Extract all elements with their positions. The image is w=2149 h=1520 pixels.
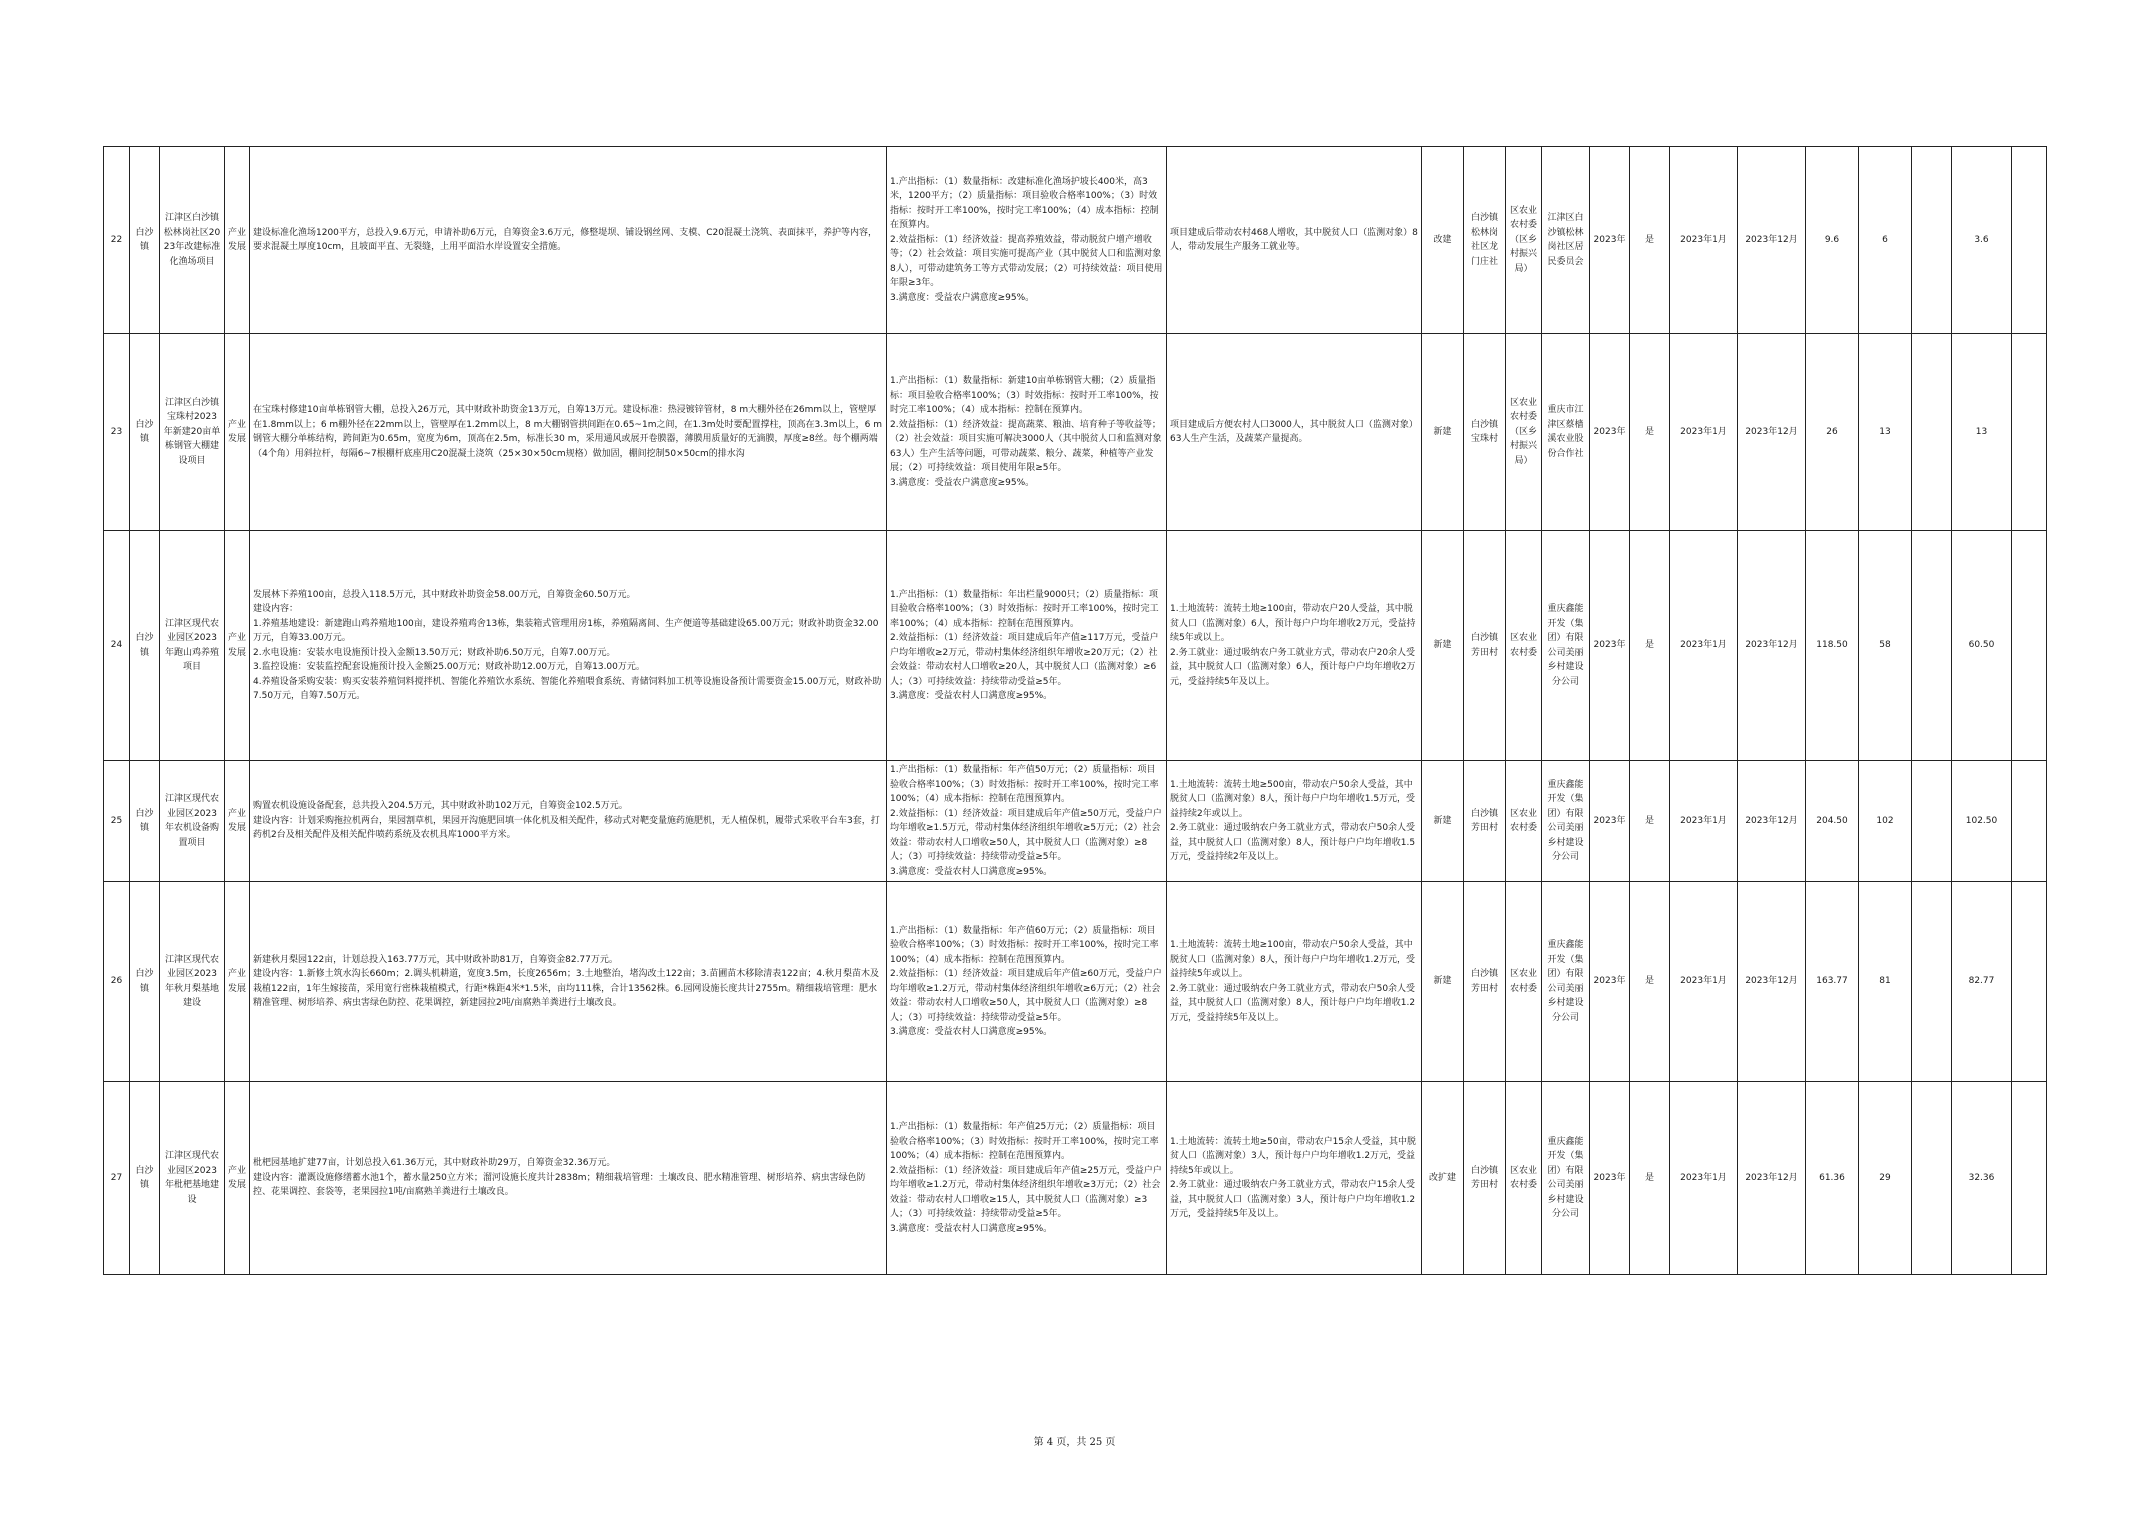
build-type-cell: 改建 bbox=[1422, 147, 1464, 334]
benefit-mechanism-cell: 1.土地流转：流转土地≥50亩，带动农户15余人受益，其中脱贫人口（监测对象）3人，预计每户户均年增收1.2万元，受益持续5年或以上。 2.务工就业：通过吸纳农户务工就业方式，带动农户15余人受益，其中脱贫人口（监测对象）3人，预计每户户均年增收1.2万元，受益持续5年及以上。 bbox=[1167, 1082, 1422, 1275]
year-cell: 2023年 bbox=[1590, 882, 1630, 1082]
flag-cell: 是 bbox=[1630, 334, 1670, 531]
performance-indicators-cell: 1.产出指标：（1）数量指标：年产值25万元；（2）质量指标：项目验收合格率100%；（3）时效指标：按时开工率100%，按时完工率100%；（4）成本指标：控制在范围预算内。 2.效益指标：（1）经济效益：项目建成后年产值≥25万元，受益户户均年增收≥1.2万元，带动村集体经济组织年增收≥3万元；（2）社会效益：带动农村人口增收≥15人，其中脱贫人口（监测对象）≥3人；（3）可持续效益：持续带动受益≥5年。 3.满意度：受益农村人口满意度≥95%。 bbox=[887, 1082, 1167, 1275]
row-number: 24 bbox=[104, 531, 130, 761]
self-raised-funds-cell: 82.77 bbox=[1952, 882, 2012, 1082]
table-row bbox=[104, 531, 2047, 761]
page-footer: 第 4 页，共 25 页 bbox=[1033, 1437, 1116, 1448]
implementing-unit-cell: 重庆鑫能开发（集团）有限公司美丽乡村建设分公司 bbox=[1542, 1082, 1590, 1275]
fiscal-funds-cell: 6 bbox=[1859, 147, 1912, 334]
benefit-mechanism-cell: 1.土地流转：流转土地≥500亩，带动农户50余人受益，其中脱贫人口（监测对象）8人，预计每户户均年增收1.5万元，受益持续2年或以上。 2.务工就业：通过吸纳农户务工就业方式，带动农户50余人受益，其中脱贫人口（监测对象）8人，预计每户户均年增收1.5万元，受益持续2年及以上。 bbox=[1167, 761, 1422, 882]
benefit-mechanism-cell: 项目建成后带动农村468人增收，其中脱贫人口（监测对象）8人，带动发展生产服务工就业等。 bbox=[1167, 147, 1422, 334]
construction-content-cell: 发展林下养殖100亩，总投入118.5万元，其中财政补助资金58.00万元，自筹资金60.50万元。 建设内容： 1.养殖基地建设：新建跑山鸡养殖地100亩，建设养殖鸡舍13栋，集装箱式管理用房1栋，养殖隔离间、生产便道等基础建设65.00万元；财政补助资金32.00万元，自筹33.00万元。 2.水电设施：安装水电设施预计投入金额13.50万元；财政补助6.50万元，自筹7.00万元。 3.监控设施：安装监控配套设施预计投入金额25.00万元；财政补助12.00万元，自筹13.00万元。 4.养殖设备采购安装：购买安装养殖饲料搅拌机、智能化养殖饮水系统、智能化养殖喂食系统、青储饲料加工机等设施设备预计需要资金15.00万元，财政补助7.50万元，自筹7.50万元。 bbox=[250, 531, 887, 761]
build-type-cell: 改扩建 bbox=[1422, 1082, 1464, 1275]
remark-cell bbox=[2012, 531, 2047, 761]
total-investment-cell: 26 bbox=[1806, 334, 1859, 531]
implementing-unit-cell: 重庆鑫能开发（集团）有限公司美丽乡村建设分公司 bbox=[1542, 531, 1590, 761]
location-cell: 白沙镇芳田村 bbox=[1464, 531, 1506, 761]
self-raised-funds-cell: 3.6 bbox=[1952, 147, 2012, 334]
table-row bbox=[104, 147, 2047, 334]
remark-cell bbox=[2012, 882, 2047, 1082]
start-date-cell: 2023年1月 bbox=[1670, 1082, 1738, 1275]
year-cell: 2023年 bbox=[1590, 147, 1630, 334]
construction-content-cell: 新建秋月梨园122亩，计划总投入163.77万元，其中财政补助81万，自筹资金82.77万元。 建设内容：1.新修土筑水沟长660m；2.调头机耕道，宽度3.5m，长度2656m；3.土地整治，堵沟改土122亩；3.苗圃苗木移除清表122亩；4.秋月梨苗木及栽植122亩，1年生嫁接苗，采用宽行密株栽植模式，行距*株距4米*1.5米，亩均111株，合计13562株。6.园网设施长度共计2755m。精细栽培管理：肥水精准管理、树形培养、病虫害绿色防控、花果调控，新建园拉2吨/亩腐熟羊粪进行土壤改良。 bbox=[250, 882, 887, 1082]
implementing-unit-cell: 重庆鑫能开发（集团）有限公司美丽乡村建设分公司 bbox=[1542, 761, 1590, 882]
department-cell: 区农业农村委 bbox=[1506, 1082, 1542, 1275]
performance-indicators-cell: 1.产出指标：（1）数量指标：改建标准化渔场护坡长400米，高3米，1200平方；（2）质量指标：项目验收合格率100%；（3）时效指标：按时开工率100%，按时完工率100%；（4）成本指标：控制在预算内。 2.效益指标：（1）经济效益：提高养殖效益，带动脱贫户增产增收等；（2）社会效益：项目实施可提高产业（其中脱贫人口和监测对象8人），可带动建筑务工等方式带动发展；（2）可持续效益：项目使用年限≥3年。 3.满意度：受益农户满意度≥95%。 bbox=[887, 147, 1167, 334]
remark-cell bbox=[2012, 147, 2047, 334]
flag-cell: 是 bbox=[1630, 1082, 1670, 1275]
category-cell: 产业发展 bbox=[225, 882, 250, 1082]
benefit-mechanism-cell: 1.土地流转：流转土地≥100亩，带动农户20人受益，其中脱贫人口（监测对象）6人，预计每户户均年增收2万元，受益持续5年或以上。 2.务工就业：通过吸纳农户务工就业方式，带动农户20余人受益，其中脱贫人口（监测对象）6人，预计每户户均年增收2万元，受益持续5年及以上。 bbox=[1167, 531, 1422, 761]
performance-indicators-cell: 1.产出指标：（1）数量指标：年出栏量9000只；（2）质量指标：项目验收合格率100%；（3）时效指标：按时开工率100%，按时完工率100%；（4）成本指标：控制在范围预算内。 2.效益指标：（1）经济效益：项目建成后年产值≥117万元，受益户户均年增收≥2万元，带动村集体经济组织年增收≥20万元；（2）社会效益：带动农村人口增收≥20人，其中脱贫人口（监测对象）≥6人；（3）可持续效益：持续带动受益≥5年。 3.满意度：受益农村人口满意度≥95%。 bbox=[887, 531, 1167, 761]
build-type-cell: 新建 bbox=[1422, 761, 1464, 882]
other-funds-cell bbox=[1912, 882, 1952, 1082]
remark-cell bbox=[2012, 761, 2047, 882]
build-type-cell: 新建 bbox=[1422, 531, 1464, 761]
flag-cell: 是 bbox=[1630, 147, 1670, 334]
row-number: 25 bbox=[104, 761, 130, 882]
project-table bbox=[103, 146, 2047, 1275]
row-number: 23 bbox=[104, 334, 130, 531]
other-funds-cell bbox=[1912, 1082, 1952, 1275]
department-cell: 区农业农村委（区乡村振兴局） bbox=[1506, 334, 1542, 531]
total-investment-cell: 118.50 bbox=[1806, 531, 1859, 761]
remark-cell bbox=[2012, 334, 2047, 531]
year-cell: 2023年 bbox=[1590, 761, 1630, 882]
start-date-cell: 2023年1月 bbox=[1670, 147, 1738, 334]
performance-indicators-cell: 1.产出指标：（1）数量指标：年产值50万元；（2）质量指标：项目验收合格率100%；（3）时效指标：按时开工率100%，按时完工率100%；（4）成本指标：控制在范围预算内。 2.效益指标：（1）经济效益：项目建成后年产值≥50万元，受益户户均年增收≥1.5万元，带动村集体经济组织年增收≥5万元；（2）社会效益：带动农村人口增收≥50人，其中脱贫人口（监测对象）≥8人；（3）可持续效益：持续带动受益≥5年。 3.满意度：受益农村人口满意度≥95%。 bbox=[887, 761, 1167, 882]
build-type-cell: 新建 bbox=[1422, 334, 1464, 531]
table-row bbox=[104, 761, 2047, 882]
implementing-unit-cell: 江津区白沙镇松林岗社区居民委员会 bbox=[1542, 147, 1590, 334]
project-name-cell: 江津区白沙镇松林岗社区2023年改建标准化渔场项目 bbox=[160, 147, 225, 334]
start-date-cell: 2023年1月 bbox=[1670, 531, 1738, 761]
project-name-cell: 江津区现代农业园区2023年农机设备购置项目 bbox=[160, 761, 225, 882]
construction-content-cell: 枇杷园基地扩建77亩，计划总投入61.36万元，其中财政补助29万，自筹资金32.36万元。 建设内容：灌溉设施修缮蓄水池1个，蓄水量250立方米；溜河设施长度共计2838m；精细栽培管理：土壤改良、肥水精准管理、树形培养、病虫害绿色防控、花果调控、套袋等，老果园拉1吨/亩腐熟羊粪进行土壤改良。 bbox=[250, 1082, 887, 1275]
fiscal-funds-cell: 29 bbox=[1859, 1082, 1912, 1275]
start-date-cell: 2023年1月 bbox=[1670, 334, 1738, 531]
table-row bbox=[104, 1082, 2047, 1275]
construction-content-cell: 购置农机设施设备配套，总共投入204.5万元，其中财政补助102万元，自筹资金102.5万元。 建设内容：计划采购拖拉机两台，果园割草机，果园开沟施肥回填一体化机及相关配件，移动式对靶变量施药施肥机，无人植保机，履带式采收平台车3套，打药机2台及相关配件及相关配件喷药系统及农机具库1000平方米。 bbox=[250, 761, 887, 882]
end-date-cell: 2023年12月 bbox=[1738, 531, 1806, 761]
project-name-cell: 江津区现代农业园区2023年跑山鸡养殖项目 bbox=[160, 531, 225, 761]
department-cell: 区农业农村委 bbox=[1506, 882, 1542, 1082]
self-raised-funds-cell: 60.50 bbox=[1952, 531, 2012, 761]
other-funds-cell bbox=[1912, 531, 1952, 761]
year-cell: 2023年 bbox=[1590, 334, 1630, 531]
implementing-unit-cell: 重庆市江津区蔡樯溪农业股份合作社 bbox=[1542, 334, 1590, 531]
category-cell: 产业发展 bbox=[225, 147, 250, 334]
total-investment-cell: 9.6 bbox=[1806, 147, 1859, 334]
total-investment-cell: 163.77 bbox=[1806, 882, 1859, 1082]
self-raised-funds-cell: 32.36 bbox=[1952, 1082, 2012, 1275]
department-cell: 区农业农村委（区乡村振兴局） bbox=[1506, 147, 1542, 334]
total-investment-cell: 204.50 bbox=[1806, 761, 1859, 882]
benefit-mechanism-cell: 项目建成后方便农村人口3000人，其中脱贫人口（监测对象）63人生产生活，及蔬菜产量提高。 bbox=[1167, 334, 1422, 531]
year-cell: 2023年 bbox=[1590, 1082, 1630, 1275]
fiscal-funds-cell: 102 bbox=[1859, 761, 1912, 882]
fiscal-funds-cell: 81 bbox=[1859, 882, 1912, 1082]
year-cell: 2023年 bbox=[1590, 531, 1630, 761]
row-number: 27 bbox=[104, 1082, 130, 1275]
category-cell: 产业发展 bbox=[225, 1082, 250, 1275]
construction-content-cell: 在宝珠村修建10亩单栋钢管大棚，总投入26万元，其中财政补助资金13万元，自筹13万元。建设标准：热浸镀锌管材，8 m大棚外径在26mm以上，管壁厚在1.8mm以上；6 m棚外径在22mm以上，管壁厚在1.2mm以上，8 m大棚钢管拱间距在0.65~1m之间，在1.3m处时要配置撑柱，顶高在3.3m以上，6 m钢管大棚分单栋结构，跨间距为0.65m，宽度为6m，顶高在2.5m，标准长30 m，采用通风或展开卷膜器，薄膜用质量好的无滴膜，厚度≥8丝。每个棚两端（4个角）用斜拉杆，每隔6~7根棚杆底座用C20混凝土浇筑（25×30×50cm规格）做加固，棚间挖制50×50cm的排水沟 bbox=[250, 334, 887, 531]
self-raised-funds-cell: 13 bbox=[1952, 334, 2012, 531]
start-date-cell: 2023年1月 bbox=[1670, 882, 1738, 1082]
category-cell: 产业发展 bbox=[225, 334, 250, 531]
project-name-cell: 江津区现代农业园区2023年枇杷基地建设 bbox=[160, 1082, 225, 1275]
performance-indicators-cell: 1.产出指标：（1）数量指标：新建10亩单栋钢管大棚；（2）质量指标：项目验收合格率100%；（3）时效指标：按时开工率100%，按时完工率100%；（4）成本指标：控制在预算内。 2.效益指标：（1）经济效益：提高蔬菜、粮油、培育种子等收益等；（2）社会效益：项目实施可解决3000人（其中脱贫人口和监测对象63人）生产生活等问题，可带动蔬菜、粮分、蔬菜，种植等产业发展；（2）可持续效益：项目使用年限≥5年。 3.满意度：受益农户满意度≥95%。 bbox=[887, 334, 1167, 531]
row-number: 22 bbox=[104, 147, 130, 334]
end-date-cell: 2023年12月 bbox=[1738, 882, 1806, 1082]
total-investment-cell: 61.36 bbox=[1806, 1082, 1859, 1275]
start-date-cell: 2023年1月 bbox=[1670, 761, 1738, 882]
location-cell: 白沙镇芳田村 bbox=[1464, 882, 1506, 1082]
department-cell: 区农业农村委 bbox=[1506, 761, 1542, 882]
town-cell: 白沙镇 bbox=[130, 761, 160, 882]
town-cell: 白沙镇 bbox=[130, 882, 160, 1082]
self-raised-funds-cell: 102.50 bbox=[1952, 761, 2012, 882]
location-cell: 白沙镇芳田村 bbox=[1464, 1082, 1506, 1275]
remark-cell bbox=[2012, 1082, 2047, 1275]
implementing-unit-cell: 重庆鑫能开发（集团）有限公司美丽乡村建设分公司 bbox=[1542, 882, 1590, 1082]
location-cell: 白沙镇松林岗社区龙门庄社 bbox=[1464, 147, 1506, 334]
project-name-cell: 江津区白沙镇宝珠村2023年新建20亩单栋钢管大棚建设项目 bbox=[160, 334, 225, 531]
table-row bbox=[104, 882, 2047, 1082]
end-date-cell: 2023年12月 bbox=[1738, 1082, 1806, 1275]
town-cell: 白沙镇 bbox=[130, 1082, 160, 1275]
other-funds-cell bbox=[1912, 334, 1952, 531]
category-cell: 产业发展 bbox=[225, 531, 250, 761]
fiscal-funds-cell: 13 bbox=[1859, 334, 1912, 531]
end-date-cell: 2023年12月 bbox=[1738, 334, 1806, 531]
town-cell: 白沙镇 bbox=[130, 334, 160, 531]
location-cell: 白沙镇芳田村 bbox=[1464, 761, 1506, 882]
end-date-cell: 2023年12月 bbox=[1738, 147, 1806, 334]
table-row bbox=[104, 334, 2047, 531]
category-cell: 产业发展 bbox=[225, 761, 250, 882]
row-number: 26 bbox=[104, 882, 130, 1082]
other-funds-cell bbox=[1912, 147, 1952, 334]
end-date-cell: 2023年12月 bbox=[1738, 761, 1806, 882]
benefit-mechanism-cell: 1.土地流转：流转土地≥100亩，带动农户50余人受益，其中脱贫人口（监测对象）8人，预计每户户均年增收1.2万元，受益持续5年或以上。 2.务工就业：通过吸纳农户务工就业方式，带动农户50余人受益，其中脱贫人口（监测对象）8人，预计每户户均年增收1.2万元，受益持续5年及以上。 bbox=[1167, 882, 1422, 1082]
build-type-cell: 新建 bbox=[1422, 882, 1464, 1082]
flag-cell: 是 bbox=[1630, 761, 1670, 882]
department-cell: 区农业农村委 bbox=[1506, 531, 1542, 761]
town-cell: 白沙镇 bbox=[130, 531, 160, 761]
performance-indicators-cell: 1.产出指标：（1）数量指标：年产值60万元；（2）质量指标：项目验收合格率100%；（3）时效指标：按时开工率100%，按时完工率100%；（4）成本指标：控制在范围预算内。 2.效益指标：（1）经济效益：项目建成后年产值≥60万元，受益户户均年增收≥1.2万元，带动村集体经济组织年增收≥6万元；（2）社会效益：带动农村人口增收≥50人，其中脱贫人口（监测对象）≥8人；（3）可持续效益：持续带动受益≥5年。 3.满意度：受益农村人口满意度≥95%。 bbox=[887, 882, 1167, 1082]
project-name-cell: 江津区现代农业园区2023年秋月梨基地建设 bbox=[160, 882, 225, 1082]
other-funds-cell bbox=[1912, 761, 1952, 882]
flag-cell: 是 bbox=[1630, 882, 1670, 1082]
location-cell: 白沙镇宝珠村 bbox=[1464, 334, 1506, 531]
town-cell: 白沙镇 bbox=[130, 147, 160, 334]
flag-cell: 是 bbox=[1630, 531, 1670, 761]
fiscal-funds-cell: 58 bbox=[1859, 531, 1912, 761]
construction-content-cell: 建设标准化渔场1200平方，总投入9.6万元，申请补助6万元，自筹资金3.6万元，修整堤坝、铺设钢丝网、支模、C20混凝土浇筑、表面抹平，养护等内容，要求混凝土厚度10cm，且坡面平直、无裂缝，上用平面沿水岸设置安全措施。 bbox=[250, 147, 887, 334]
